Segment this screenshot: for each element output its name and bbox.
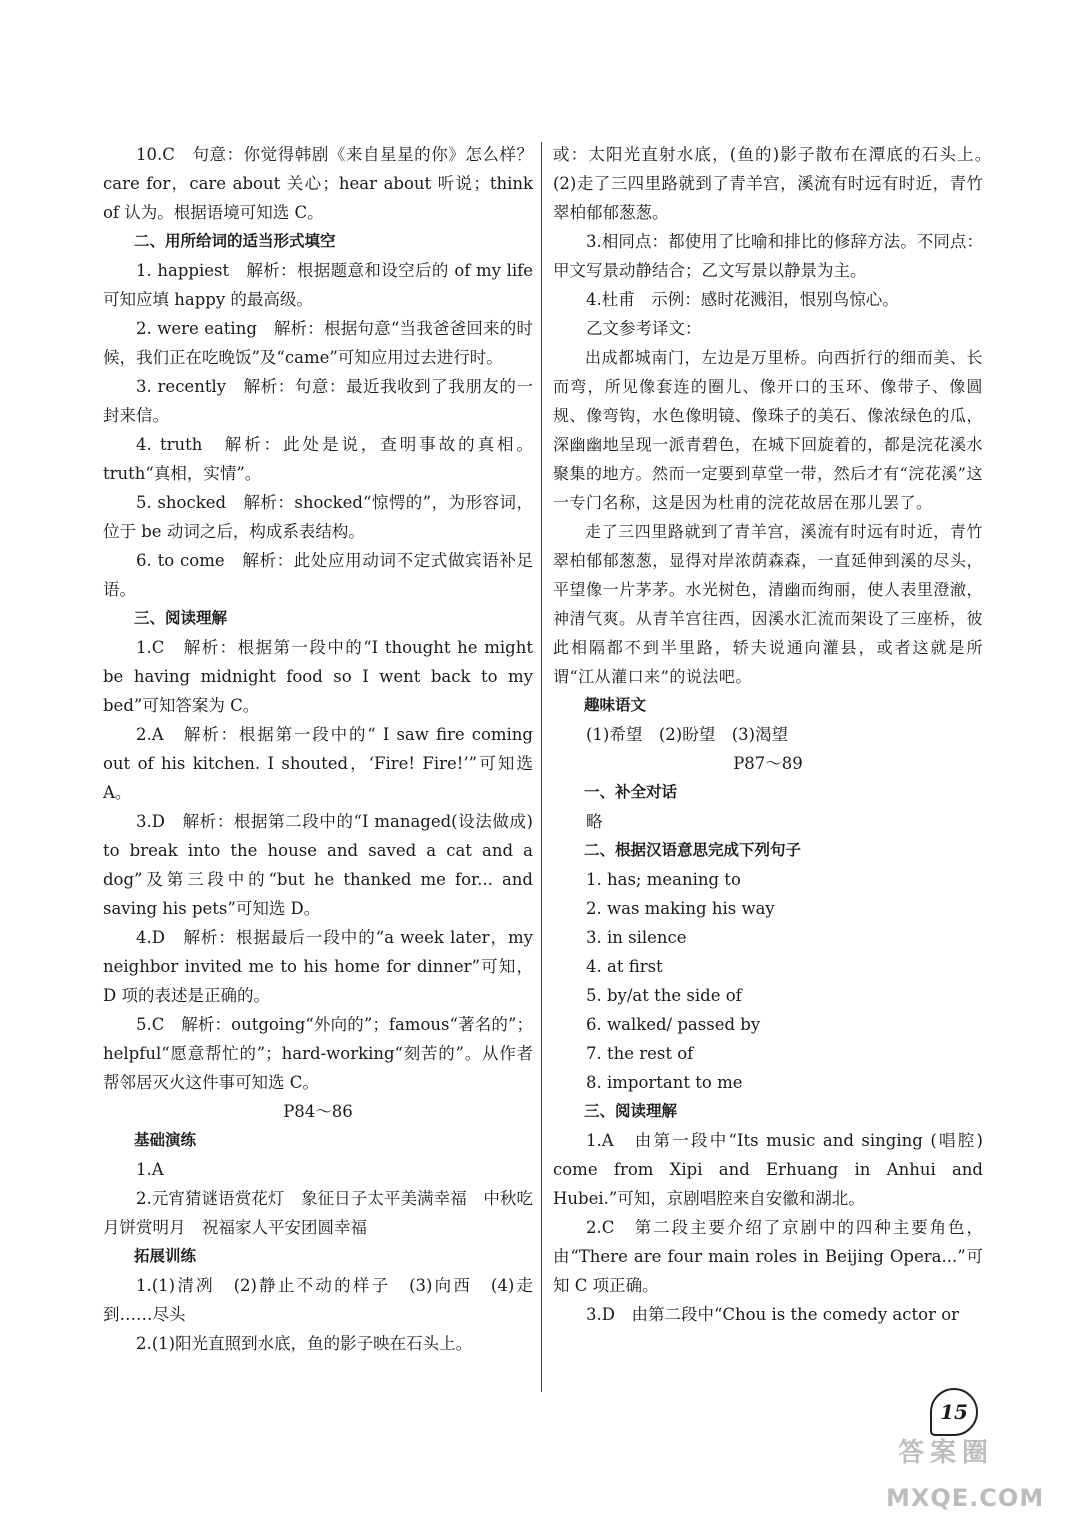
answer-paragraph: 1.A [136, 1160, 164, 1179]
answer-paragraph: 3. recently 解析：句意：最近我收到了我朋友的一封来信。 [103, 377, 533, 425]
section-heading: 拓展训练 [134, 1247, 197, 1265]
translation-title: 乙文参考译文： [586, 319, 702, 338]
answer-paragraph: 4. truth 解析：此处是说，查明事故的真相。truth“真相，实情”。 [103, 435, 533, 483]
answer-paragraph: 3.D 由第二段中“Chou is the comedy actor or [586, 1305, 960, 1324]
section-heading: 二、根据汉语意思完成下列句子 [584, 841, 802, 859]
answer-paragraph: 3.D 解析：根据第二段中的“I managed(设法做成) to break into the house and saved a cat and a dog”及第三段中的“but he thanked me for... and saving his pets”可知选 D。 [103, 812, 533, 918]
answer-paragraph: 3.相同点：都使用了比喻和排比的修辞方法。不同点：甲文写景动静结合；乙文写景以静景为主。 [553, 232, 983, 280]
section-heading: 二、用所给词的适当形式填空 [134, 232, 336, 250]
answer-paragraph: 2.元宵猜谜语赏花灯 象征日子太平美满幸福 中秋吃月饼赏明月 祝福家人平安团圆幸福 [103, 1189, 533, 1237]
page-range-label: P84～86 [283, 1102, 353, 1121]
left-column [103, 140, 533, 1358]
column-divider [541, 142, 542, 1392]
sentence-answer: 7. the rest of [586, 1044, 694, 1063]
page-number: 15 [930, 1388, 978, 1436]
watermark-logo [880, 1430, 1070, 1520]
answer-paragraph: 5.C 解析：outgoing“外向的”；famous“著名的”；helpful“愿意帮忙的”；hard-working“刻苦的”。从作者帮邻居灭火这件事可知选 C。 [103, 1015, 533, 1092]
answer-paragraph: 1.(1)清冽 (2)静止不动的样子 (3)向西 (4)走到……尽头 [103, 1276, 533, 1324]
answer-paragraph: 略 [586, 812, 603, 831]
watermark-text: 答案圈 [898, 1438, 995, 1468]
answer-paragraph: 1. happiest 解析：根据题意和设空后的 of my life 可知应填 happy 的最高级。 [103, 261, 533, 309]
answer-paragraph: 4.杜甫 示例：感时花溅泪，恨别鸟惊心。 [586, 290, 899, 309]
answer-paragraph: 6. to come 解析：此处应用动词不定式做宾语补足语。 [103, 551, 533, 599]
section-heading: 一、补全对话 [584, 783, 678, 801]
answer-paragraph: 5. shocked 解析：shocked“惊愕的”，为形容词，位于 be 动词之后，构成系表结构。 [103, 493, 533, 541]
answer-paragraph: 2. were eating 解析：根据句意“当我爸爸回来的时候，我们正在吃晚饭”及“came”可知应用过去进行时。 [103, 319, 533, 367]
answer-paragraph: 1.A 由第一段中“Its music and singing (唱腔) come from Xipi and Erhuang in Anhui and Hubei.”可知，京剧唱腔来自安徽和湖北。 [553, 1131, 983, 1208]
sentence-answer: 2. was making his way [586, 899, 775, 918]
sentence-answer: 6. walked/ passed by [586, 1015, 761, 1034]
answer-paragraph: (1)希望 (2)盼望 (3)渴望 [586, 725, 789, 744]
answer-paragraph: 1.C 解析：根据第一段中的“I thought he might be having midnight food so I went back to my bed”可知答案为 C。 [103, 638, 533, 715]
section-heading: 三、阅读理解 [584, 1102, 678, 1120]
translation-paragraph: 出成都城南门，左边是万里桥。向西折行的细而美、长而弯，所见像套连的圈儿、像开口的玉环、像带子、像圆规、像弯钩，水色像明镜、像珠子的美石、像浓绿色的瓜，深幽幽地呈现一派青碧色，在城下回旋着的，都是浣花溪水聚集的地方。然而一定要到草堂一带，然后才有“浣花溪”这一专门名称，这是因为杜甫的浣花故居在那儿罢了。 [553, 348, 983, 512]
sentence-answer: 3. in silence [586, 928, 687, 947]
sentence-answer: 8. important to me [586, 1073, 743, 1092]
section-heading: 三、阅读理解 [134, 609, 228, 627]
sentence-answer: 4. at first [586, 957, 663, 976]
watermark-url: MXQE.COM [886, 1484, 1045, 1512]
sentence-answer: 1. has; meaning to [586, 870, 741, 889]
answer-paragraph: 2.A 解析：根据第一段中的“ I saw fire coming out of his kitchen. I shouted，‘Fire! Fire!’”可知选 A。 [103, 725, 533, 802]
answer-paragraph: 10.C 句意：你觉得韩剧《来自星星的你》怎么样？care for，care about 关心；hear about 听说；think of 认为。根据语境可知选 C。 [103, 145, 533, 222]
answer-paragraph: 2.C 第二段主要介绍了京剧中的四种主要角色，由“There are four main roles in Beijing Opera...”可知 C 项正确。 [553, 1218, 983, 1295]
section-heading: 趣味语文 [584, 696, 647, 714]
right-column [553, 140, 1000, 1329]
answer-paragraph: 或：太阳光直射水底，(鱼的)影子散布在潭底的石头上。 (2)走了三四里路就到了青羊宫，溪流有时远有时近，青竹翠柏郁郁葱葱。 [553, 145, 1000, 222]
answer-paragraph: 2.(1)阳光直照到水底，鱼的影子映在石头上。 [136, 1334, 473, 1353]
section-heading: 基础演练 [134, 1131, 197, 1149]
sentence-answer: 5. by/at the side of [586, 986, 742, 1005]
answer-paragraph: 4.D 解析：根据最后一段中的“a week later，my neighbor invited me to his home for dinner”可知，D 项的表述是正确的。 [103, 928, 533, 1005]
page-range-label: P87～89 [733, 754, 803, 773]
translation-paragraph: 走了三四里路就到了青羊宫，溪流有时远有时近，青竹翠柏郁郁葱葱，显得对岸浓荫森森，一直延伸到溪的尽头，平望像一片茅茅。水光树色，清幽而绚丽，使人表里澄澈，神清气爽。从青羊宫往西，因溪水汇流而架设了三座桥，彼此相隔都不到半里路，轿夫说通向灌县，或者这就是所谓“江从灌口来”的说法吧。 [553, 522, 983, 686]
